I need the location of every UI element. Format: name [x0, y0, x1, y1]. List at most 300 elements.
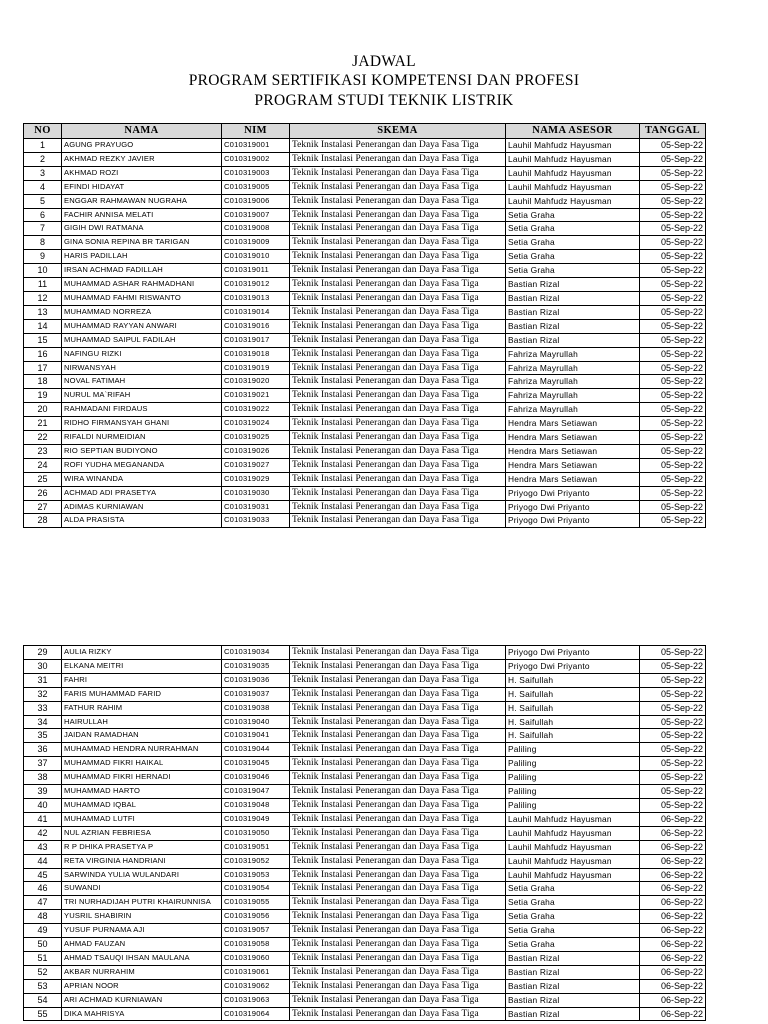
cell-nama: MUHAMMAD LUTFI — [62, 812, 222, 826]
cell-nim: C010319026 — [222, 444, 290, 458]
cell-no: 7 — [24, 222, 62, 236]
cell-skema: Teknik Instalasi Penerangan dan Daya Fasa Tiga — [290, 486, 506, 500]
cell-asesor: Priyogo Dwi Priyanto — [506, 486, 640, 500]
cell-tanggal: 05-Sep-22 — [640, 347, 706, 361]
table-row — [24, 264, 706, 278]
cell-nim: C010319029 — [222, 472, 290, 486]
cell-nim: C010319041 — [222, 729, 290, 743]
cell-no: 14 — [24, 319, 62, 333]
cell-nim: C010319035 — [222, 659, 290, 673]
cell-nim: C010319038 — [222, 701, 290, 715]
cell-tanggal: 05-Sep-22 — [640, 472, 706, 486]
cell-nama: AHMAD TSAUQI IHSAN MAULANA — [62, 951, 222, 965]
cell-no: 55 — [24, 1007, 62, 1021]
table-row — [24, 291, 706, 305]
cell-tanggal: 05-Sep-22 — [640, 486, 706, 500]
cell-nim: C010319047 — [222, 785, 290, 799]
table-row — [24, 896, 706, 910]
cell-nim: C010319040 — [222, 715, 290, 729]
cell-skema: Teknik Instalasi Penerangan dan Daya Fasa Tiga — [290, 403, 506, 417]
cell-no: 26 — [24, 486, 62, 500]
cell-skema: Teknik Instalasi Penerangan dan Daya Fasa Tiga — [290, 785, 506, 799]
cell-skema: Teknik Instalasi Penerangan dan Daya Fasa Tiga — [290, 291, 506, 305]
cell-nama: ALDA PRASISTA — [62, 514, 222, 528]
cell-skema: Teknik Instalasi Penerangan dan Daya Fasa Tiga — [290, 319, 506, 333]
table-row — [24, 500, 706, 514]
cell-tanggal: 05-Sep-22 — [640, 659, 706, 673]
table-row — [24, 236, 706, 250]
header-asesor: NAMA ASESOR — [506, 124, 640, 139]
cell-tanggal: 05-Sep-22 — [640, 375, 706, 389]
table-row — [24, 389, 706, 403]
cell-nama: NAFINGU RIZKI — [62, 347, 222, 361]
cell-no: 47 — [24, 896, 62, 910]
cell-asesor: Lauhil Mahfudz Hayusman — [506, 166, 640, 180]
cell-nim: C010319001 — [222, 139, 290, 153]
cell-tanggal: 05-Sep-22 — [640, 687, 706, 701]
table-row — [24, 319, 706, 333]
table-row — [24, 938, 706, 952]
cell-nim: C010319058 — [222, 938, 290, 952]
cell-no: 31 — [24, 673, 62, 687]
cell-tanggal: 05-Sep-22 — [640, 715, 706, 729]
cell-skema: Teknik Instalasi Penerangan dan Daya Fasa Tiga — [290, 139, 506, 153]
cell-nama: AULIA RIZKY — [62, 646, 222, 660]
cell-skema: Teknik Instalasi Penerangan dan Daya Fasa Tiga — [290, 431, 506, 445]
cell-asesor: Setia Graha — [506, 264, 640, 278]
cell-tanggal: 06-Sep-22 — [640, 896, 706, 910]
cell-tanggal: 05-Sep-22 — [640, 319, 706, 333]
table-body-page2 — [24, 646, 706, 1021]
cell-no: 15 — [24, 333, 62, 347]
cell-nama: RETA VIRGINIA HANDRIANI — [62, 854, 222, 868]
cell-skema: Teknik Instalasi Penerangan dan Daya Fasa Tiga — [290, 743, 506, 757]
cell-nama: RAHMADANI FIRDAUS — [62, 403, 222, 417]
cell-nim: C010319021 — [222, 389, 290, 403]
cell-no: 42 — [24, 826, 62, 840]
cell-nim: C010319034 — [222, 646, 290, 660]
cell-nama: WIRA WINANDA — [62, 472, 222, 486]
cell-nama: MUHAMMAD ASHAR RAHMADHANI — [62, 278, 222, 292]
cell-nama: NURUL MA`RIFAH — [62, 389, 222, 403]
cell-nama: FAHRI — [62, 673, 222, 687]
table-row — [24, 785, 706, 799]
cell-asesor: H. Saifullah — [506, 673, 640, 687]
cell-tanggal: 05-Sep-22 — [640, 798, 706, 812]
table-row — [24, 715, 706, 729]
cell-no: 4 — [24, 180, 62, 194]
cell-nim: C010319024 — [222, 417, 290, 431]
cell-tanggal: 05-Sep-22 — [640, 431, 706, 445]
cell-nama: MUHAMMAD RAYYAN ANWARI — [62, 319, 222, 333]
cell-no: 27 — [24, 500, 62, 514]
cell-skema: Teknik Instalasi Penerangan dan Daya Fasa Tiga — [290, 659, 506, 673]
cell-nim: C010319018 — [222, 347, 290, 361]
cell-skema: Teknik Instalasi Penerangan dan Daya Fasa Tiga — [290, 701, 506, 715]
cell-no: 51 — [24, 951, 62, 965]
cell-nama: YUSRIL SHABIRIN — [62, 910, 222, 924]
cell-asesor: Hendra Mars Setiawan — [506, 444, 640, 458]
cell-nama: RIFALDI NURMEIDIAN — [62, 431, 222, 445]
cell-nim: C010319044 — [222, 743, 290, 757]
cell-asesor: Paliling — [506, 785, 640, 799]
cell-nim: C010319012 — [222, 278, 290, 292]
cell-nim: C010319056 — [222, 910, 290, 924]
table-row — [24, 924, 706, 938]
cell-no: 32 — [24, 687, 62, 701]
cell-skema: Teknik Instalasi Penerangan dan Daya Fasa Tiga — [290, 854, 506, 868]
cell-nim: C010319017 — [222, 333, 290, 347]
cell-no: 11 — [24, 278, 62, 292]
cell-nim: C010319009 — [222, 236, 290, 250]
cell-tanggal: 06-Sep-22 — [640, 854, 706, 868]
cell-nim: C010319037 — [222, 687, 290, 701]
table-row — [24, 757, 706, 771]
cell-nim: C010319050 — [222, 826, 290, 840]
cell-tanggal: 05-Sep-22 — [640, 208, 706, 222]
table-row — [24, 910, 706, 924]
table-row — [24, 701, 706, 715]
cell-nim: C010319054 — [222, 882, 290, 896]
header-nim: NIM — [222, 124, 290, 139]
table-row — [24, 375, 706, 389]
cell-asesor: Setia Graha — [506, 222, 640, 236]
cell-nim: C010319019 — [222, 361, 290, 375]
cell-asesor: Setia Graha — [506, 208, 640, 222]
cell-tanggal: 05-Sep-22 — [640, 673, 706, 687]
cell-asesor: Bastian Rizal — [506, 333, 640, 347]
cell-no: 52 — [24, 965, 62, 979]
cell-nim: C010319027 — [222, 458, 290, 472]
cell-nama: MUHAMMAD SAIPUL FADILAH — [62, 333, 222, 347]
cell-skema: Teknik Instalasi Penerangan dan Daya Fasa Tiga — [290, 687, 506, 701]
cell-tanggal: 05-Sep-22 — [640, 180, 706, 194]
cell-skema: Teknik Instalasi Penerangan dan Daya Fasa Tiga — [290, 500, 506, 514]
cell-nama: YUSUF PURNAMA AJI — [62, 924, 222, 938]
cell-tanggal: 05-Sep-22 — [640, 444, 706, 458]
doc-subtitle-program: PROGRAM SERTIFIKASI KOMPETENSI DAN PROFESI — [188, 72, 580, 89]
cell-tanggal: 06-Sep-22 — [640, 938, 706, 952]
table-row — [24, 673, 706, 687]
cell-tanggal: 05-Sep-22 — [640, 166, 706, 180]
table-row — [24, 514, 706, 528]
cell-skema: Teknik Instalasi Penerangan dan Daya Fasa Tiga — [290, 166, 506, 180]
cell-skema: Teknik Instalasi Penerangan dan Daya Fasa Tiga — [290, 868, 506, 882]
cell-tanggal: 05-Sep-22 — [640, 333, 706, 347]
cell-skema: Teknik Instalasi Penerangan dan Daya Fasa Tiga — [290, 812, 506, 826]
cell-nama: EFINDI HIDAYAT — [62, 180, 222, 194]
cell-nama: FARIS MUHAMMAD FARID — [62, 687, 222, 701]
cell-no: 21 — [24, 417, 62, 431]
cell-tanggal: 06-Sep-22 — [640, 965, 706, 979]
cell-skema: Teknik Instalasi Penerangan dan Daya Fasa Tiga — [290, 965, 506, 979]
cell-skema: Teknik Instalasi Penerangan dan Daya Fasa Tiga — [290, 152, 506, 166]
cell-nim: C010319011 — [222, 264, 290, 278]
cell-skema: Teknik Instalasi Penerangan dan Daya Fasa Tiga — [290, 938, 506, 952]
cell-tanggal: 05-Sep-22 — [640, 152, 706, 166]
cell-nama: AGUNG PRAYUGO — [62, 139, 222, 153]
cell-tanggal: 06-Sep-22 — [640, 868, 706, 882]
cell-tanggal: 05-Sep-22 — [640, 514, 706, 528]
cell-asesor: Lauhil Mahfudz Hayusman — [506, 180, 640, 194]
cell-asesor: Hendra Mars Setiawan — [506, 458, 640, 472]
cell-skema: Teknik Instalasi Penerangan dan Daya Fasa Tiga — [290, 222, 506, 236]
cell-no: 38 — [24, 771, 62, 785]
cell-nim: C010319030 — [222, 486, 290, 500]
cell-nama: AKBAR NURRAHIM — [62, 965, 222, 979]
cell-nim: C010319053 — [222, 868, 290, 882]
cell-tanggal: 06-Sep-22 — [640, 979, 706, 993]
table-row — [24, 166, 706, 180]
cell-nim: C010319061 — [222, 965, 290, 979]
cell-asesor: Fahriza Mayrullah — [506, 361, 640, 375]
cell-skema: Teknik Instalasi Penerangan dan Daya Fasa Tiga — [290, 993, 506, 1007]
cell-asesor: Bastian Rizal — [506, 305, 640, 319]
cell-nim: C010319031 — [222, 500, 290, 514]
cell-nim: C010319055 — [222, 896, 290, 910]
cell-no: 34 — [24, 715, 62, 729]
cell-skema: Teknik Instalasi Penerangan dan Daya Fasa Tiga — [290, 882, 506, 896]
cell-no: 8 — [24, 236, 62, 250]
cell-tanggal: 06-Sep-22 — [640, 910, 706, 924]
cell-asesor: Paliling — [506, 743, 640, 757]
cell-no: 23 — [24, 444, 62, 458]
cell-no: 44 — [24, 854, 62, 868]
cell-nama: ARI ACHMAD KURNIAWAN — [62, 993, 222, 1007]
cell-nama: MUHAMMAD FIKRI HAIKAL — [62, 757, 222, 771]
table-row — [24, 139, 706, 153]
cell-no: 45 — [24, 868, 62, 882]
cell-no: 13 — [24, 305, 62, 319]
cell-skema: Teknik Instalasi Penerangan dan Daya Fasa Tiga — [290, 729, 506, 743]
cell-no: 49 — [24, 924, 62, 938]
table-row — [24, 729, 706, 743]
cell-nama: IRSAN ACHMAD FADILLAH — [62, 264, 222, 278]
cell-tanggal: 06-Sep-22 — [640, 1007, 706, 1021]
cell-nama: MUHAMMAD NORREZA — [62, 305, 222, 319]
cell-nama: ACHMAD ADI PRASETYA — [62, 486, 222, 500]
cell-nim: C010319002 — [222, 152, 290, 166]
cell-skema: Teknik Instalasi Penerangan dan Daya Fasa Tiga — [290, 375, 506, 389]
table-row — [24, 305, 706, 319]
cell-tanggal: 05-Sep-22 — [640, 743, 706, 757]
cell-nama: SUWANDI — [62, 882, 222, 896]
cell-tanggal: 05-Sep-22 — [640, 757, 706, 771]
cell-asesor: Setia Graha — [506, 236, 640, 250]
cell-no: 33 — [24, 701, 62, 715]
cell-no: 48 — [24, 910, 62, 924]
cell-tanggal: 05-Sep-22 — [640, 139, 706, 153]
cell-asesor: H. Saifullah — [506, 701, 640, 715]
cell-skema: Teknik Instalasi Penerangan dan Daya Fasa Tiga — [290, 646, 506, 660]
cell-nim: C010319063 — [222, 993, 290, 1007]
cell-no: 19 — [24, 389, 62, 403]
cell-skema: Teknik Instalasi Penerangan dan Daya Fasa Tiga — [290, 361, 506, 375]
cell-asesor: Lauhil Mahfudz Hayusman — [506, 854, 640, 868]
cell-nama: JAIDAN RAMADHAN — [62, 729, 222, 743]
cell-nama: AKHMAD REZKY JAVIER — [62, 152, 222, 166]
cell-no: 37 — [24, 757, 62, 771]
table-row — [24, 208, 706, 222]
cell-tanggal: 05-Sep-22 — [640, 701, 706, 715]
cell-no: 50 — [24, 938, 62, 952]
table-row — [24, 771, 706, 785]
cell-tanggal: 05-Sep-22 — [640, 417, 706, 431]
table-row — [24, 882, 706, 896]
cell-asesor: Priyogo Dwi Priyanto — [506, 514, 640, 528]
cell-skema: Teknik Instalasi Penerangan dan Daya Fasa Tiga — [290, 896, 506, 910]
cell-nama: GIGIH DWI RATMANA — [62, 222, 222, 236]
cell-no: 39 — [24, 785, 62, 799]
cell-nama: NIRWANSYAH — [62, 361, 222, 375]
table-row — [24, 180, 706, 194]
table-row — [24, 854, 706, 868]
cell-tanggal: 06-Sep-22 — [640, 840, 706, 854]
cell-no: 6 — [24, 208, 62, 222]
cell-tanggal: 05-Sep-22 — [640, 771, 706, 785]
cell-nama: AHMAD FAUZAN — [62, 938, 222, 952]
cell-skema: Teknik Instalasi Penerangan dan Daya Fasa Tiga — [290, 444, 506, 458]
cell-nama: ROFI YUDHA MEGANANDA — [62, 458, 222, 472]
cell-no: 20 — [24, 403, 62, 417]
cell-skema: Teknik Instalasi Penerangan dan Daya Fasa Tiga — [290, 194, 506, 208]
table-row — [24, 222, 706, 236]
table-row — [24, 458, 706, 472]
cell-asesor: Bastian Rizal — [506, 319, 640, 333]
cell-skema: Teknik Instalasi Penerangan dan Daya Fasa Tiga — [290, 826, 506, 840]
cell-nim: C010319033 — [222, 514, 290, 528]
cell-no: 28 — [24, 514, 62, 528]
cell-tanggal: 06-Sep-22 — [640, 882, 706, 896]
cell-no: 3 — [24, 166, 62, 180]
cell-nama: ELKANA MEITRI — [62, 659, 222, 673]
cell-nama: NOVAL FATIMAH — [62, 375, 222, 389]
cell-tanggal: 05-Sep-22 — [640, 264, 706, 278]
cell-skema: Teknik Instalasi Penerangan dan Daya Fasa Tiga — [290, 278, 506, 292]
cell-skema: Teknik Instalasi Penerangan dan Daya Fasa Tiga — [290, 389, 506, 403]
doc-title: JADWAL — [352, 53, 416, 70]
table-row — [24, 472, 706, 486]
cell-asesor: Bastian Rizal — [506, 291, 640, 305]
cell-no: 9 — [24, 250, 62, 264]
cell-skema: Teknik Instalasi Penerangan dan Daya Fasa Tiga — [290, 910, 506, 924]
cell-skema: Teknik Instalasi Penerangan dan Daya Fasa Tiga — [290, 333, 506, 347]
cell-tanggal: 05-Sep-22 — [640, 646, 706, 660]
cell-skema: Teknik Instalasi Penerangan dan Daya Fasa Tiga — [290, 180, 506, 194]
cell-asesor: Paliling — [506, 798, 640, 812]
cell-asesor: Priyogo Dwi Priyanto — [506, 646, 640, 660]
cell-asesor: Lauhil Mahfudz Hayusman — [506, 139, 640, 153]
cell-tanggal: 05-Sep-22 — [640, 305, 706, 319]
cell-skema: Teknik Instalasi Penerangan dan Daya Fasa Tiga — [290, 347, 506, 361]
cell-asesor: Bastian Rizal — [506, 979, 640, 993]
cell-skema: Teknik Instalasi Penerangan dan Daya Fasa Tiga — [290, 514, 506, 528]
cell-nim: C010319049 — [222, 812, 290, 826]
cell-skema: Teknik Instalasi Penerangan dan Daya Fasa Tiga — [290, 840, 506, 854]
cell-skema: Teknik Instalasi Penerangan dan Daya Fasa Tiga — [290, 673, 506, 687]
cell-nim: C010319051 — [222, 840, 290, 854]
cell-no: 53 — [24, 979, 62, 993]
cell-asesor: Bastian Rizal — [506, 278, 640, 292]
cell-nama: HARIS PADILLAH — [62, 250, 222, 264]
cell-nim: C010319062 — [222, 979, 290, 993]
header-tanggal: TANGGAL — [640, 124, 706, 139]
cell-nim: C010319010 — [222, 250, 290, 264]
cell-tanggal: 05-Sep-22 — [640, 500, 706, 514]
cell-nim: C010319060 — [222, 951, 290, 965]
cell-skema: Teknik Instalasi Penerangan dan Daya Fasa Tiga — [290, 798, 506, 812]
table-row — [24, 646, 706, 660]
cell-asesor: Paliling — [506, 757, 640, 771]
cell-asesor: Hendra Mars Setiawan — [506, 431, 640, 445]
cell-nama: DIKA MAHRISYA — [62, 1007, 222, 1021]
cell-no: 18 — [24, 375, 62, 389]
cell-nama: RIDHO FIRMANSYAH GHANI — [62, 417, 222, 431]
table-row — [24, 250, 706, 264]
cell-nim: C010319046 — [222, 771, 290, 785]
table-row — [24, 826, 706, 840]
cell-skema: Teknik Instalasi Penerangan dan Daya Fasa Tiga — [290, 715, 506, 729]
header-nama: NAMA — [62, 124, 222, 139]
cell-asesor: Bastian Rizal — [506, 965, 640, 979]
cell-nim: C010319007 — [222, 208, 290, 222]
cell-nama: MUHAMMAD IQBAL — [62, 798, 222, 812]
cell-no: 17 — [24, 361, 62, 375]
header-skema: SKEMA — [290, 124, 506, 139]
header-no: NO — [24, 124, 62, 139]
table-row — [24, 431, 706, 445]
schedule-table-page2 — [23, 645, 706, 1021]
cell-no: 35 — [24, 729, 62, 743]
table-row — [24, 152, 706, 166]
cell-no: 10 — [24, 264, 62, 278]
cell-asesor: Setia Graha — [506, 250, 640, 264]
cell-no: 1 — [24, 139, 62, 153]
cell-asesor: H. Saifullah — [506, 687, 640, 701]
cell-no: 25 — [24, 472, 62, 486]
table-row — [24, 868, 706, 882]
cell-no: 36 — [24, 743, 62, 757]
cell-nim: C010319048 — [222, 798, 290, 812]
cell-asesor: Setia Graha — [506, 924, 640, 938]
table-row — [24, 993, 706, 1007]
cell-no: 5 — [24, 194, 62, 208]
doc-subtitle-study: PROGRAM STUDI TEKNIK LISTRIK — [254, 92, 514, 109]
cell-asesor: Lauhil Mahfudz Hayusman — [506, 812, 640, 826]
table-row — [24, 361, 706, 375]
cell-nama: GINA SONIA REPINA BR TARIGAN — [62, 236, 222, 250]
cell-skema: Teknik Instalasi Penerangan dan Daya Fasa Tiga — [290, 264, 506, 278]
cell-asesor: Paliling — [506, 771, 640, 785]
cell-asesor: Lauhil Mahfudz Hayusman — [506, 840, 640, 854]
cell-asesor: Bastian Rizal — [506, 993, 640, 1007]
cell-nim: C010319016 — [222, 319, 290, 333]
cell-no: 16 — [24, 347, 62, 361]
cell-skema: Teknik Instalasi Penerangan dan Daya Fasa Tiga — [290, 472, 506, 486]
cell-asesor: Setia Graha — [506, 896, 640, 910]
cell-tanggal: 06-Sep-22 — [640, 993, 706, 1007]
cell-skema: Teknik Instalasi Penerangan dan Daya Fasa Tiga — [290, 951, 506, 965]
cell-tanggal: 06-Sep-22 — [640, 951, 706, 965]
cell-tanggal: 06-Sep-22 — [640, 826, 706, 840]
table-row — [24, 659, 706, 673]
cell-nim: C010319003 — [222, 166, 290, 180]
cell-no: 43 — [24, 840, 62, 854]
cell-skema: Teknik Instalasi Penerangan dan Daya Fasa Tiga — [290, 305, 506, 319]
cell-asesor: Lauhil Mahfudz Hayusman — [506, 152, 640, 166]
cell-asesor: Lauhil Mahfudz Hayusman — [506, 194, 640, 208]
cell-nim: C010319064 — [222, 1007, 290, 1021]
